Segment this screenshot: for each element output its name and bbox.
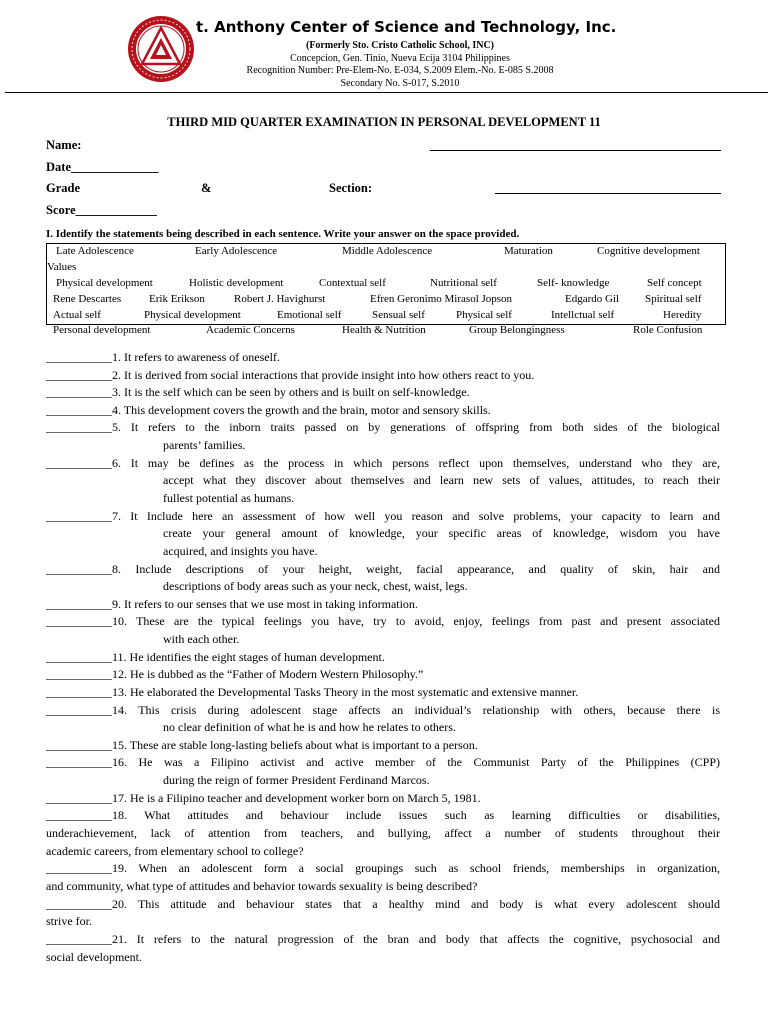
question-13: ___________13. He elaborated the Developmental Tasks Theory in the most systematic and extensive manner. xyxy=(46,685,579,699)
question-4: ___________4. This development covers the growth and the brain, motor and sensory skills. xyxy=(46,403,491,417)
question-5-cont: parents’ families. xyxy=(163,438,246,452)
word-bank-term: Physical development xyxy=(56,277,153,289)
word-bank-term: Physical development xyxy=(144,309,241,321)
word-bank xyxy=(46,243,726,325)
question-8-cont: descriptions of body areas such as your neck, chest, waist, legs. xyxy=(163,579,468,593)
score-field[interactable]: Score_____________ xyxy=(46,203,157,217)
word-bank-term: Role Confusion xyxy=(633,324,703,336)
question-14-cont: no clear definition of what he is and how he relates to others. xyxy=(163,720,456,734)
question-3: ___________3. It is the self which can be seen by others and is built on self-knowledge. xyxy=(46,385,470,399)
question-7: ___________7. It Include here an assessment of how well you reason and solve problems, your capacity to learn and xyxy=(46,509,720,523)
word-bank-term: Early Adolescence xyxy=(195,245,278,257)
question-16-cont: during the reign of former President Ferdinand Marcos. xyxy=(163,773,430,787)
question-10: ___________10. These are the typical feelings you have, try to avoid, enjoy, feelings from past and present associated xyxy=(46,614,720,628)
word-bank-term: Values xyxy=(47,261,77,273)
school-name: t. Anthony Center of Science and Technology, Inc. xyxy=(196,18,617,36)
address-line: Concepcion, Gen. Tinio, Nueva Ecija 3104 Philippines xyxy=(290,53,510,64)
word-bank-term: Spiritual self xyxy=(645,293,702,305)
exam-title: THIRD MID QUARTER EXAMINATION IN PERSONAL DEVELOPMENT 11 xyxy=(167,115,601,129)
name-label: Name: xyxy=(46,138,82,152)
word-bank-term: Rene Descartes xyxy=(53,293,122,305)
word-bank-term: Maturation xyxy=(504,245,553,257)
word-bank-term: Personal development xyxy=(53,324,151,336)
word-bank-term: Emotional self xyxy=(277,309,342,321)
question-18-cont: underachievement, lack of attention from teachers, and bullying, affect a number of students throughout their xyxy=(46,826,720,840)
word-bank-term: Physical self xyxy=(456,309,512,321)
word-bank-term: Self concept xyxy=(647,277,702,289)
word-bank-term: Group Belongingness xyxy=(469,324,565,336)
question-21-cont: social development. xyxy=(46,950,142,964)
word-bank-term: Middle Adolescence xyxy=(342,245,433,257)
word-bank-term: Heredity xyxy=(663,309,702,321)
formerly-line: (Formerly Sto. Cristo Catholic School, INC) xyxy=(305,40,495,51)
section-field[interactable] xyxy=(495,193,721,194)
question-10-cont: with each other. xyxy=(163,632,240,646)
question-7-cont: create your general amount of knowledge, your specific areas of knowledge, wisdom you have xyxy=(163,526,720,540)
question-6-cont: accept what they discover about themselves and learn new sets of values, attitudes, to reach their xyxy=(163,473,720,487)
question-15: ___________15. These are stable long-lasting beliefs about what is important to a person. xyxy=(46,738,478,752)
question-19: ___________19. When an adolescent form a social groupings such as school friends, memberships in organization, xyxy=(46,861,720,875)
question-6: ___________6. It may be defines as the process in which persons reflect upon themselves, understand who they are, xyxy=(46,456,720,470)
school-seal-icon xyxy=(126,14,196,84)
word-bank-term: Erik Erikson xyxy=(149,293,205,305)
word-bank-term: Efren Geronimo Mirasol Jopson xyxy=(370,293,513,305)
question-14: ___________14. This crisis during adolescent stage affects an individual’s relationship with others, because there is xyxy=(46,703,720,717)
word-bank-term: Contextual self xyxy=(319,277,386,289)
word-bank-term: Academic Concerns xyxy=(206,324,295,336)
question-1: ___________1. It refers to awareness of oneself. xyxy=(46,350,280,364)
word-bank-term: Nutritional self xyxy=(430,277,497,289)
instruction-text: I. Identify the statements being described in each sentence. Write your answer on the space provided. xyxy=(46,228,520,240)
question-2: ___________2. It is derived from social interactions that provide insight into how others react to you. xyxy=(46,368,535,382)
grade-label: Grade xyxy=(46,181,81,195)
word-bank-term: Sensual self xyxy=(372,309,425,321)
question-5: ___________5. It refers to the inborn traits passed on by generations of offspring from both sides of the biological xyxy=(46,420,720,434)
word-bank-term: Holistic development xyxy=(189,277,284,289)
word-bank-term: Actual self xyxy=(53,309,101,321)
question-11: ___________11. He identifies the eight stages of human development. xyxy=(46,650,385,664)
word-bank-term: Intellctual self xyxy=(551,309,615,321)
word-bank-term: Health & Nutrition xyxy=(342,324,426,336)
question-16: ___________16. He was a Filipino activist and active member of the Communist Party of the Philippines (CPP) xyxy=(46,755,720,769)
question-12: ___________12. He is dubbed as the “Father of Modern Western Philosophy.” xyxy=(46,667,424,681)
question-9: ___________9. It refers to our senses that we use most in taking information. xyxy=(46,597,418,611)
question-20-cont: strive for. xyxy=(46,914,92,928)
name-field[interactable] xyxy=(430,150,721,151)
question-18: ___________18. What attitudes and behaviour include issues such as learning difficulties or disabilities, xyxy=(46,808,720,822)
question-8: ___________8. Include descriptions of your height, weight, facial appearance, and quality of skin, hair and xyxy=(46,562,720,576)
secondary-line: Secondary No. S-017, S.2010 xyxy=(340,78,460,89)
word-bank-term: Self- knowledge xyxy=(537,277,610,289)
question-6-cont: fullest potential as humans. xyxy=(163,491,295,505)
question-17: ___________17. He is a Filipino teacher and development worker born on March 5, 1981. xyxy=(46,791,481,805)
word-bank-term: Late Adolescence xyxy=(56,245,134,257)
question-19-cont: and community, what type of attitudes and behavior towards sexuality is being described? xyxy=(46,879,478,893)
ampersand: & xyxy=(201,181,212,195)
recognition-line: Recognition Number: Pre-Elem-No. E-034, S.2009 Elem.-No. E-085 S.2008 xyxy=(246,65,554,76)
header-divider xyxy=(5,92,768,93)
question-18-cont: academic careers, from elementary school to college? xyxy=(46,844,304,858)
date-field[interactable]: Date______________ xyxy=(46,160,159,174)
word-bank-term: Edgardo Gil xyxy=(565,293,620,305)
word-bank-term: Robert J. Havighurst xyxy=(234,293,326,305)
section-label: Section: xyxy=(329,181,373,195)
word-bank-term: Cognitive development xyxy=(597,245,700,257)
question-21: ___________21. It refers to the natural progression of the bran and body that affects the cognitive, psychosocial and xyxy=(46,932,720,946)
question-20: ___________20. This attitude and behaviour states that a healthy mind and body is what every adolescent should xyxy=(46,897,720,911)
question-7-cont: acquired, and insights you have. xyxy=(163,544,318,558)
